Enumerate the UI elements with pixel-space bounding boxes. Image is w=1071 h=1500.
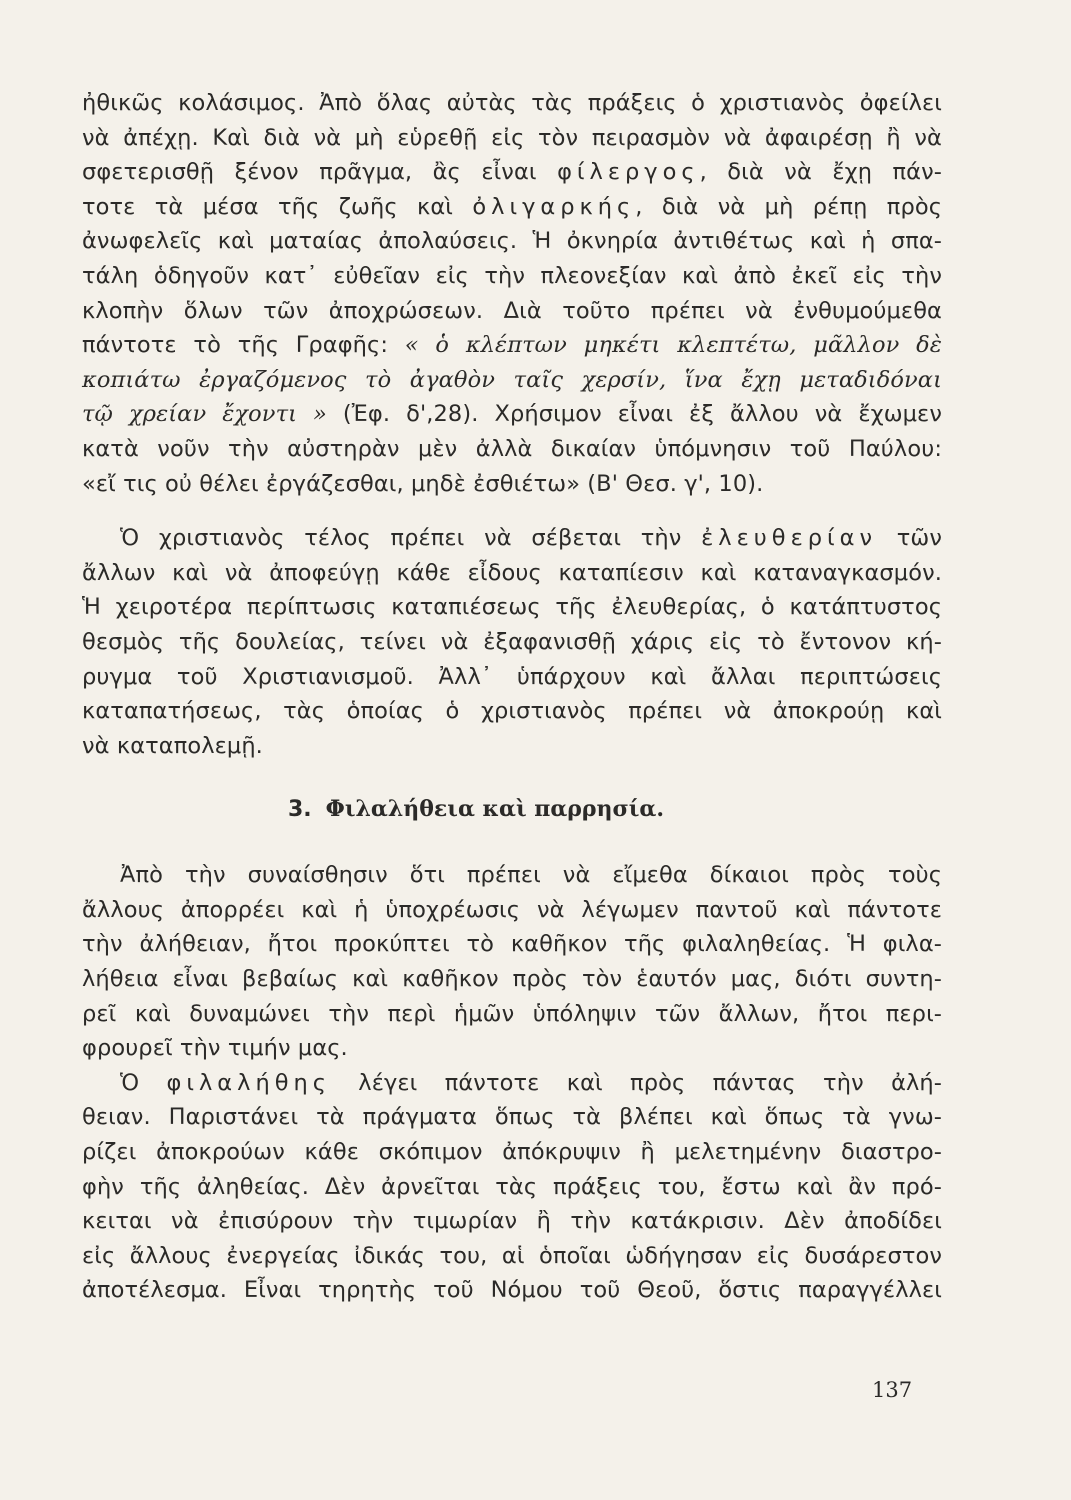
text-line: ἄλλους ἀπορρέει καὶ ἡ ὑποχρέωσις νὰ λέγωμεν παντοῦ καὶ πάντοτε <box>82 896 942 923</box>
paragraph-1 <box>82 86 942 501</box>
text-span: , διὰ νὰ ἔχῃ πάν- <box>699 159 942 186</box>
text-line: κειται νὰ ἐπισύρουν τὴν τιμωρίαν ἢ τὴν κατάκρισιν. Δὲν ἀποδίδει <box>82 1208 942 1235</box>
text-line: ἀποτέλεσμα. Εἶναι τηρητὴς τοῦ Νόμου τοῦ Θεοῦ, ὅστις παραγγέλλει <box>82 1277 942 1304</box>
text-line: τὴν ἀλήθειαν, ἤτοι προκύπτει τὸ καθῆκον τῆς φιλαληθείας. Ἡ φιλα- <box>82 931 942 958</box>
paragraph-4 <box>82 1066 942 1308</box>
text-line: ἄλλων καὶ νὰ ἀποφεύγῃ κάθε εἶδους καταπίεσιν καὶ καταναγκασμόν. <box>82 559 942 586</box>
section-heading <box>82 791 942 828</box>
scripture-quote: τῷ χρείαν ἔχοντι » <box>82 401 327 428</box>
text-line <box>82 1066 942 1101</box>
scripture-quote-line: κοπιάτω ἐργαζόμενος τὸ ἀγαθὸν ταῖς χερσίν, ἵνα ἔχῃ μεταδιδόναι <box>82 366 942 393</box>
text-line: Ἀπὸ τὴν συναίσθησιν ὅτι πρέπει νὰ εἴμεθα δίκαιοι πρὸς τοὺς <box>120 862 942 889</box>
text-span: πάντοτε τὸ τῆς Γραφῆς: <box>82 332 405 359</box>
text-line: «εἴ τις οὐ θέλει ἐργάζεσθαι, μηδὲ ἐσθιέτω» (Β' Θεσ. γ', 10). <box>82 470 764 497</box>
text-line: Ἡ χειροτέρα περίπτωσις καταπιέσεως τῆς ἐλευθερίας, ὁ κατάπτυστος <box>82 594 942 621</box>
text-line: λήθεια εἶναι βεβαίως καὶ καθῆκον πρὸς τὸν ἑαυτόν μας, διότι συντη- <box>82 966 942 993</box>
section-number: 3. <box>288 797 312 823</box>
text-span: τοτε τὰ μέσα τῆς ζωῆς καὶ <box>82 193 473 220</box>
text-line: ρίζει ἀποκρούων κάθε σκόπιμον ἀπόκρυψιν ἢ μελετημένην διαστρο- <box>82 1139 942 1166</box>
text-line: φρουρεῖ τὴν τιμήν μας. <box>82 1035 348 1062</box>
text-line: νὰ καταπολεμῇ. <box>82 732 263 759</box>
text-line <box>82 521 942 556</box>
emphasis-word: ὀλιγαρκής <box>472 193 636 220</box>
text-span: λέγει πάντοτε καὶ πρὸς πάντας τὴν ἀλή- <box>330 1069 943 1096</box>
text-span: σφετερισθῇ ξένον πρᾶγμα, ἂς εἶναι <box>82 159 558 186</box>
text-line: εἰς ἄλλους ἐνεργείας ἰδικάς του, αἱ ὁποῖαι ὡδήγησαν εἰς δυσάρεστον <box>82 1242 942 1269</box>
text-span: τῶν <box>877 525 942 552</box>
page-number: 137 <box>872 1378 913 1402</box>
text-line: θειαν. Παριστάνει τὰ πράγματα ὅπως τὰ βλέπει καὶ ὅπως τὰ γνω- <box>82 1104 942 1131</box>
emphasis-word: φιλαλήθης <box>166 1069 331 1096</box>
text-line: καταπατήσεως, τὰς ὁποίας ὁ χριστιανὸς πρέπει νὰ ἀποκρούῃ καὶ <box>82 698 942 725</box>
text-line: ρυγμα τοῦ Χριστιανισμοῦ. Ἀλλ᾽ ὑπάρχουν καὶ ἄλλαι περιπτώσεις <box>82 663 942 690</box>
text-line <box>82 190 942 225</box>
text-line: ρεῖ καὶ δυναμώνει τὴν περὶ ἡμῶν ὑπόληψιν τῶν ἄλλων, ἤτοι περι- <box>82 1000 942 1027</box>
text-span: Ὁ <box>120 1069 167 1096</box>
text-span: (Ἐφ. δ',28). Χρήσιμον εἶναι ἐξ ἄλλου νὰ ἔχωμεν <box>326 401 942 428</box>
scripture-quote: « ὁ κλέπτων μηκέτι κλεπτέτω, μᾶλλον δὲ <box>404 332 942 359</box>
text-line: ἀνωφελεῖς καὶ ματαίας ἀπολαύσεις. Ἡ ὀκνηρία ἀντιθέτως καὶ ἡ σπα- <box>82 228 942 255</box>
paragraph-3 <box>82 858 942 1066</box>
text-line: κατὰ νοῦν τὴν αὐστηρὰν μὲν ἀλλὰ δικαίαν ὑπόμνησιν τοῦ Παύλου: <box>82 435 942 462</box>
text-line: θεσμὸς τῆς δουλείας, τείνει νὰ ἐξαφανισθῇ χάρις εἰς τὸ ἔντονον κή- <box>82 628 942 655</box>
page-body <box>82 86 942 1308</box>
text-line: τάλη ὁδηγοῦν κατ᾽ εὐθεῖαν εἰς τὴν πλεονεξίαν καὶ ἀπὸ ἐκεῖ εἰς τὴν <box>82 262 942 289</box>
text-line: φὴν τῆς ἀληθείας. Δὲν ἀρνεῖται τὰς πράξεις του, ἔστω καὶ ἂν πρό- <box>82 1173 942 1200</box>
text-line <box>82 328 942 363</box>
paragraph-2 <box>82 521 942 763</box>
emphasis-word: ἐλευθερίαν <box>701 525 878 552</box>
text-line: ἠθικῶς κολάσιμος. Ἀπὸ ὅλας αὐτὰς τὰς πράξεις ὁ χριστιανὸς ὀφείλει <box>82 90 942 116</box>
section-title: Φιλαλήθεια καὶ παρρησία. <box>325 796 665 823</box>
emphasis-word: φίλεργος <box>557 159 700 186</box>
text-line <box>82 155 942 190</box>
text-line: νὰ ἀπέχῃ. Καὶ διὰ νὰ μὴ εὑρεθῇ εἰς τὸν πειρασμὸν νὰ ἀφαιρέσῃ ἢ νὰ <box>82 124 942 151</box>
text-line <box>82 397 942 432</box>
text-span: , διὰ νὰ μὴ ρέπῃ πρὸς <box>635 193 943 220</box>
text-span: Ὁ χριστιανὸς τέλος πρέπει νὰ σέβεται τὴν <box>120 525 702 552</box>
text-line: κλοπὴν ὅλων τῶν ἀποχρώσεων. Διὰ τοῦτο πρέπει νὰ ἐνθυμούμεθα <box>82 297 942 324</box>
